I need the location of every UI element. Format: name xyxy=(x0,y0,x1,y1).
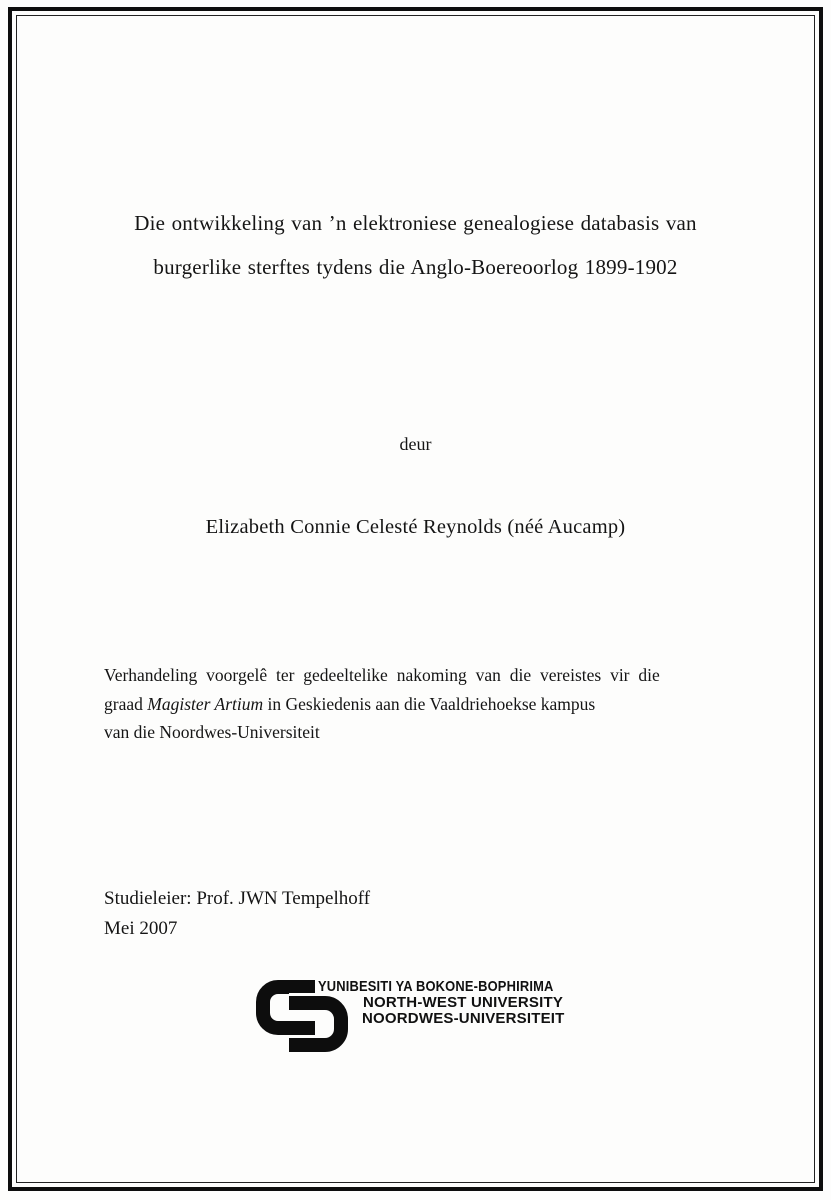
submission-statement xyxy=(104,661,731,747)
degree-name: Magister Artium xyxy=(147,693,264,714)
logo-text-afrikaans: NOORDWES-UNIVERSITEIT xyxy=(362,1010,565,1027)
submission-line2-prefix: graad xyxy=(104,693,148,714)
date-line: Mei 2007 xyxy=(104,918,178,939)
submission-line1: Verhandeling voorgelê ter gedeeltelike nakoming van die vereistes vir die xyxy=(104,665,660,685)
author-name: Elizabeth Connie Celesté Reynolds (néé Aucamp) xyxy=(205,516,626,538)
logo-text-setswana: YUNIBESITI YA BOKONE-BOPHIRIMA xyxy=(318,978,554,995)
submission-line3: van die Noordwes-Universiteit xyxy=(104,722,320,742)
north-west-university-logo xyxy=(255,974,585,1062)
thesis-title-line2: burgerlike sterftes tydens die Anglo-Boereoorlog 1899-1902 xyxy=(153,255,678,279)
supervisor-line: Studieleier: Prof. JWN Tempelhoff xyxy=(104,888,371,909)
thesis-title-line1: Die ontwikkeling van ’n elektroniese genealogiese databasis van xyxy=(134,211,697,235)
logo-text-english: NORTH-WEST UNIVERSITY xyxy=(363,994,564,1011)
thesis-title xyxy=(0,201,831,289)
submission-line2-suffix: in Geskiedenis aan die Vaaldriehoekse kampus xyxy=(263,693,596,714)
submission-line2 xyxy=(104,690,731,719)
byline-label: deur xyxy=(399,434,432,454)
supervisor-block xyxy=(104,884,370,944)
